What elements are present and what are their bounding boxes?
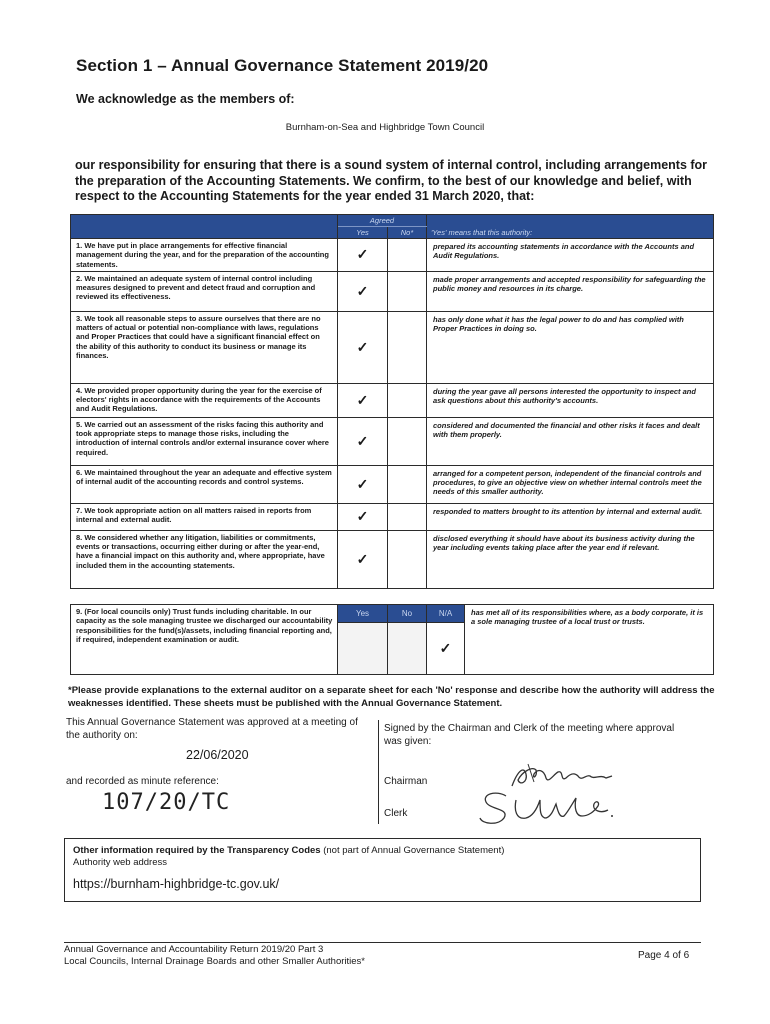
recorded-label: and recorded as minute reference: (66, 776, 219, 787)
statement-3: 3. We took all reasonable steps to assure ourselves that there are no matters of actual or potential non-compliance with laws, regulations and Proper Practices that could have a significant financial effect on the ability of this authority to conduct its business or manage its finances. (71, 311, 338, 383)
transparency-box (64, 838, 701, 902)
no-cell (388, 239, 427, 272)
governance-table (70, 214, 714, 589)
table-row (71, 417, 714, 465)
transparency-note: (not part of Annual Governance Statement) (323, 845, 505, 856)
table-row (71, 383, 714, 417)
tick-mark: ✓ (338, 311, 388, 383)
footer-line-2: Local Councils, Internal Drainage Boards and other Smaller Authorities* (64, 956, 365, 967)
table-row (71, 271, 714, 311)
no-cell (388, 530, 427, 588)
responsibility-text: our responsibility for ensuring that there is a sound system of internal control, including arrangements for the preparation of the Accounting Statements. We confirm, to the best of our knowledge and belief, with respect to the Accounting Statements for the year ended 31 March 2020, that: (75, 158, 708, 203)
chairman-label: Chairman (384, 776, 428, 787)
tick-mark: ✓ (338, 271, 388, 311)
acknowledge-text: We acknowledge as the members of: (76, 92, 295, 106)
web-address-label: Authority web address (73, 857, 167, 868)
statement-7: 7. We took appropriate action on all matters raised in reports from internal and external audit. (71, 503, 338, 530)
tick-mark: ✓ (338, 465, 388, 503)
description-4: during the year gave all persons interested the opportunity to inspect and ask questions about this authority's accounts. (427, 383, 714, 417)
clerk-label: Clerk (384, 808, 408, 819)
row9-yes-cell (338, 623, 388, 675)
description-8: disclosed everything it should have about its business activity during the year including events taking place after the year end if relevant. (427, 530, 714, 588)
no-cell (388, 465, 427, 503)
footer-divider (64, 942, 701, 943)
approval-date: 22/06/2020 (186, 748, 249, 762)
tick-mark: ✓ (338, 417, 388, 465)
table-row (71, 465, 714, 503)
transparency-title: Other information required by the Transparency Codes (73, 845, 321, 856)
tick-mark: ✓ (427, 623, 465, 675)
description-6: arranged for a competent person, independent of the financial controls and procedures, to give an objective view on whether internal controls meet the needs of this smaller authority. (427, 465, 714, 503)
footnote-text: *Please provide explanations to the external auditor on a separate sheet for each 'No' response and describe how the authority will address the weaknesses identified. These sheets must be published with the Annual Governance Statement. (68, 685, 715, 709)
tick-mark: ✓ (338, 239, 388, 272)
description-5: considered and documented the financial and other risks it faces and dealt with them properly. (427, 417, 714, 465)
statement-8: 8. We considered whether any litigation, liabilities or commitments, events or transactions, occurring either during or after the year-end, have a financial impact on this authority and, where appropriate, have included them in the accounting statements. (71, 530, 338, 588)
description-9: has met all of its responsibilities where, as a body corporate, it is a sole managing trustee of a local trust or trusts. (465, 605, 714, 675)
trust-funds-table (70, 604, 714, 675)
no-cell (388, 311, 427, 383)
no-cell (388, 383, 427, 417)
statement-header (71, 215, 338, 239)
table-row (71, 311, 714, 383)
row9-no-cell (388, 623, 427, 675)
statement-6: 6. We maintained throughout the year an adequate and effective system of internal audit of the accounting records and control systems. (71, 465, 338, 503)
row9-no-header: No (388, 605, 427, 623)
statement-5: 5. We carried out an assessment of the risks facing this authority and took appropriate steps to manage those risks, including the introduction of internal controls and/or external insurance cover where required. (71, 417, 338, 465)
description-7: responded to matters brought to its attention by internal and external audit. (427, 503, 714, 530)
statement-2: 2. We maintained an adequate system of internal control including measures designed to prevent and detect fraud and corruption and reviewed its effectiveness. (71, 271, 338, 311)
no-header: No* (388, 227, 427, 239)
description-3: has only done what it has the legal power to do and has complied with Proper Practices in doing so. (427, 311, 714, 383)
footer-text (64, 944, 365, 968)
transparency-heading (73, 845, 692, 856)
tick-mark: ✓ (338, 530, 388, 588)
yes-means-header: 'Yes' means that this authority: (427, 215, 714, 239)
row9-na-header: N/A (427, 605, 465, 623)
no-cell (388, 417, 427, 465)
tick-mark: ✓ (338, 383, 388, 417)
clerk-signature (476, 786, 616, 832)
statement-4: 4. We provided proper opportunity during the year for the exercise of electors' rights in accordance with the requirements of the Accounts and Audit Regulations. (71, 383, 338, 417)
signed-text: Signed by the Chairman and Clerk of the meeting where approval was given: (384, 723, 675, 747)
statement-1: 1. We have put in place arrangements for effective financial management during the year, and for the preparation of the accounting statements. (71, 239, 338, 272)
table-row (71, 605, 714, 623)
table-row (71, 503, 714, 530)
page-number: Page 4 of 6 (638, 950, 690, 961)
row9-yes-header: Yes (338, 605, 388, 623)
divider (378, 720, 379, 824)
authority-name: Burnham-on-Sea and Highbridge Town Council (285, 122, 485, 133)
section-title: Section 1 – Annual Governance Statement 2019/20 (76, 56, 489, 75)
description-1: prepared its accounting statements in accordance with the Accounts and Audit Regulations. (427, 239, 714, 272)
approval-text: This Annual Governance Statement was approved at a meeting of the authority on: (66, 717, 358, 741)
minute-reference: 107/20/TC (102, 790, 231, 815)
footer-line-1: Annual Governance and Accountability Return 2019/20 Part 3 (64, 944, 324, 955)
yes-header: Yes (338, 227, 388, 239)
web-address-url: https://burnham-highbridge-tc.gov.uk/ (73, 877, 280, 891)
agreed-header: Agreed (338, 215, 427, 227)
table-row (71, 239, 714, 272)
no-cell (388, 271, 427, 311)
table-row (71, 530, 714, 588)
tick-mark: ✓ (338, 503, 388, 530)
no-cell (388, 503, 427, 530)
statement-9: 9. (For local councils only) Trust funds including charitable. In our capacity as the sole managing trustee we discharged our accountability responsibilities for the fund(s)/assets, including financial reporting and, if required, independent examination or audit. (71, 605, 338, 675)
description-2: made proper arrangements and accepted responsibility for safeguarding the public money and resources in its charge. (427, 271, 714, 311)
